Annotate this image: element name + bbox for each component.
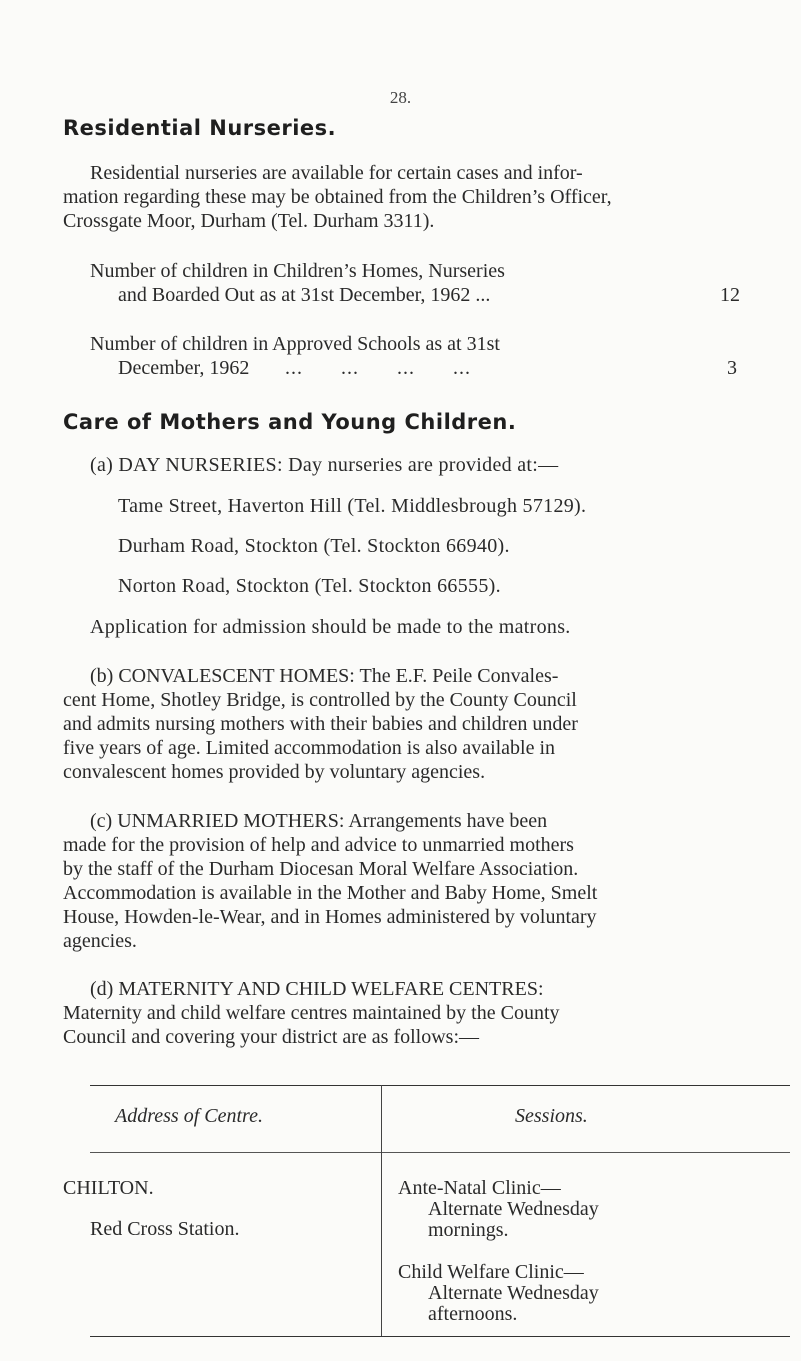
table-column-divider	[381, 1152, 382, 1297]
column-header-sessions: Sessions.	[515, 1105, 588, 1127]
paragraph-line: (a) DAY NURSERIES: Day nurseries are provided at:—	[90, 454, 559, 476]
paragraph-line: Crossgate Moor, Durham (Tel. Durham 3311).	[63, 210, 435, 232]
table-cell-session: Ante-Natal Clinic—	[398, 1177, 561, 1199]
paragraph-line: House, Howden-le-Wear, and in Homes administered by voluntary	[63, 906, 597, 928]
stat-label: and Boarded Out as at 31st December, 1962 ...	[118, 284, 491, 306]
page-number: 28.	[389, 88, 412, 107]
leader-dots: ... ... ... ...	[285, 357, 471, 379]
paragraph-line: Maternity and child welfare centres maintained by the County	[63, 1002, 560, 1024]
table-cell-session: afternoons.	[428, 1303, 518, 1325]
stat-label: Number of children in Approved Schools as at 31st	[90, 333, 500, 355]
paragraph-line: (b) CONVALESCENT HOMES: The E.F. Peile Convales-	[90, 665, 559, 687]
column-header-address: Address of Centre.	[115, 1105, 263, 1127]
paragraph-line: Accommodation is available in the Mother and Baby Home, Smelt	[63, 882, 598, 904]
paragraph-line: cent Home, Shotley Bridge, is controlled by the County Council	[63, 689, 577, 711]
paragraph-line: (c) UNMARRIED MOTHERS: Arrangements have been	[90, 810, 548, 832]
table-column-divider	[381, 1297, 382, 1336]
table-top-rule	[90, 1085, 790, 1086]
stat-value: 3	[727, 357, 737, 379]
table-cell-session: mornings.	[428, 1219, 509, 1241]
stat-label: Number of children in Children’s Homes, Nurseries	[90, 260, 505, 282]
paragraph-line: five years of age. Limited accommodation is also available in	[63, 737, 556, 759]
paragraph-line: and admits nursing mothers with their babies and children under	[63, 713, 578, 735]
paragraph-line: convalescent homes provided by voluntary agencies.	[63, 761, 486, 783]
table-cell-session: Child Welfare Clinic—	[398, 1261, 584, 1283]
paragraph-line: Application for admission should be made to the matrons.	[90, 616, 571, 638]
table-cell-session: Alternate Wednesday	[428, 1198, 599, 1220]
nursery-address: Tame Street, Haverton Hill (Tel. Middlesbrough 57129).	[118, 495, 587, 517]
paragraph-line: Council and covering your district are as follows:—	[63, 1026, 480, 1048]
stat-label: December, 1962	[118, 357, 250, 379]
stat-value: 12	[720, 284, 740, 306]
paragraph-line: made for the provision of help and advice to unmarried mothers	[63, 834, 574, 856]
paragraph-line: mation regarding these may be obtained from the Children’s Officer,	[63, 186, 612, 208]
section-heading-residential: Residential Nurseries.	[63, 116, 337, 140]
table-cell-session: Alternate Wednesday	[428, 1282, 599, 1304]
nursery-address: Durham Road, Stockton (Tel. Stockton 66940).	[118, 535, 510, 557]
paragraph-line: agencies.	[63, 930, 137, 952]
table-header-rule	[90, 1152, 790, 1153]
nursery-address: Norton Road, Stockton (Tel. Stockton 66555).	[118, 575, 501, 597]
paragraph-line: Residential nurseries are available for certain cases and infor-	[90, 162, 583, 184]
table-bottom-rule	[90, 1336, 790, 1337]
paragraph-line: (d) MATERNITY AND CHILD WELFARE CENTRES:	[90, 978, 544, 1000]
section-heading-care: Care of Mothers and Young Children.	[63, 410, 517, 434]
table-cell-address: CHILTON.	[63, 1177, 154, 1199]
table-column-divider	[381, 1085, 382, 1152]
paragraph-line: by the staff of the Durham Diocesan Moral Welfare Association.	[63, 858, 579, 880]
table-cell-address: Red Cross Station.	[90, 1218, 240, 1240]
